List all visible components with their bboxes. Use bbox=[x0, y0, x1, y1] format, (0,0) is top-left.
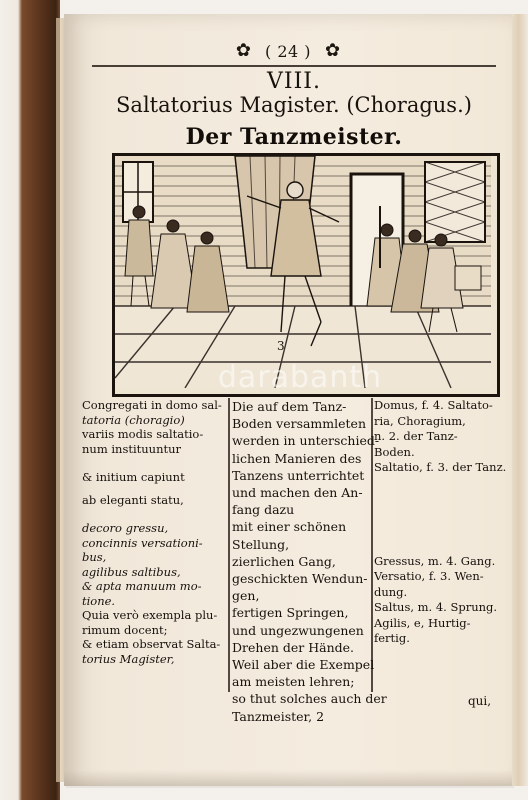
gloss-column bbox=[374, 398, 507, 647]
german-line: Boden versammleten bbox=[232, 416, 367, 432]
flower-ornament-icon: ✿ bbox=[325, 40, 341, 61]
spacer bbox=[374, 476, 500, 554]
german-line: so thut solches auch der bbox=[232, 691, 387, 707]
gloss-line: Boden. bbox=[374, 444, 415, 459]
latin-line: & etiam observat Salta- bbox=[82, 637, 221, 651]
header-rule bbox=[92, 65, 496, 67]
chapter-numeral: VIII. bbox=[267, 69, 321, 94]
latin-line: & initium capiunt bbox=[82, 470, 185, 484]
latin-line: num instituuntur bbox=[82, 441, 182, 456]
gloss-line: fertig. bbox=[374, 631, 410, 645]
german-column bbox=[232, 398, 387, 725]
latin-line: ab eleganti statu, bbox=[82, 492, 184, 507]
latin-line: tione. bbox=[82, 593, 116, 608]
gloss-line: dung. bbox=[374, 584, 408, 599]
spacer bbox=[82, 507, 226, 521]
german-line: fang dazu bbox=[232, 502, 295, 518]
spacer bbox=[82, 456, 226, 470]
page-bottom-shadow bbox=[64, 770, 512, 786]
column-divider bbox=[228, 398, 230, 692]
german-line: werden in unterschied- bbox=[232, 433, 380, 449]
german-line: am meisten lehren; bbox=[232, 674, 355, 690]
latin-title: Saltatorius Magister. (Choragus.) bbox=[116, 93, 472, 117]
latin-line: tatoria (choragio) bbox=[82, 412, 185, 427]
figure-number: 3 bbox=[277, 339, 285, 353]
german-line: Stellung, bbox=[232, 536, 290, 552]
running-header bbox=[80, 38, 496, 64]
latin-line: variis modis saltatio- bbox=[82, 427, 204, 441]
german-line: fertigen Springen, bbox=[232, 605, 349, 621]
german-line: Weil aber die Exempel bbox=[232, 657, 375, 673]
page-number: ( 24 ) bbox=[264, 41, 311, 61]
gloss-line: Agilis, e, Hurtig- bbox=[374, 615, 471, 630]
watermark-text: darabanth bbox=[217, 360, 383, 395]
latin-line: & apta manuum mo- bbox=[82, 579, 202, 593]
latin-line: torius Magister, bbox=[82, 651, 175, 666]
german-line: gen, bbox=[232, 588, 260, 604]
latin-line: bus, bbox=[82, 550, 107, 564]
page-fore-edge bbox=[512, 14, 528, 786]
german-line: Tanzens unterrichtet bbox=[232, 467, 365, 483]
german-line: Tanzmeister, 2 bbox=[232, 708, 325, 724]
book-cover-edge bbox=[0, 0, 60, 800]
flower-ornament-icon: ✿ bbox=[235, 40, 251, 61]
latin-line: Quia verò exempla plu- bbox=[82, 608, 218, 622]
latin-line: Congregati in domo sal- bbox=[82, 398, 222, 412]
german-line: und ungezwungenen bbox=[232, 622, 364, 638]
latin-line: decoro gressu, bbox=[82, 521, 169, 535]
german-line: geschickten Wendun- bbox=[232, 571, 368, 587]
catchword: qui, bbox=[468, 694, 492, 708]
spacer bbox=[82, 485, 226, 493]
german-line: lichen Manieren des bbox=[232, 450, 362, 466]
german-title: Der Tanzmeister. bbox=[185, 124, 403, 150]
latin-column bbox=[82, 398, 226, 666]
gloss-line: Saltus, m. 4. Sprung. bbox=[374, 600, 498, 614]
gloss-line: ria, Choragium, bbox=[374, 413, 466, 428]
german-line: zierlichen Gang, bbox=[232, 553, 336, 569]
latin-line: concinnis versationi- bbox=[82, 535, 203, 550]
dance-master-scene bbox=[115, 156, 491, 388]
german-line: Drehen der Hände. bbox=[232, 639, 354, 655]
gloss-line: Saltatio, f. 3. der Tanz. bbox=[374, 460, 507, 474]
gloss-line: n. 2. der Tanz- bbox=[374, 429, 458, 443]
gloss-line: Domus, f. 4. Saltato- bbox=[374, 398, 493, 412]
latin-line: rimum docent; bbox=[82, 622, 168, 637]
latin-line: agilibus saltibus, bbox=[82, 564, 181, 579]
woodcut-illustration bbox=[112, 153, 500, 397]
german-line: mit einer schönen bbox=[232, 519, 347, 535]
three-column-text bbox=[82, 398, 507, 724]
german-line: Die auf dem Tanz- bbox=[232, 399, 347, 414]
gloss-line: Versatio, f. 3. Wen- bbox=[374, 569, 484, 583]
gloss-line: Gressus, m. 4. Gang. bbox=[374, 553, 496, 568]
german-line: und machen den An- bbox=[232, 485, 363, 501]
